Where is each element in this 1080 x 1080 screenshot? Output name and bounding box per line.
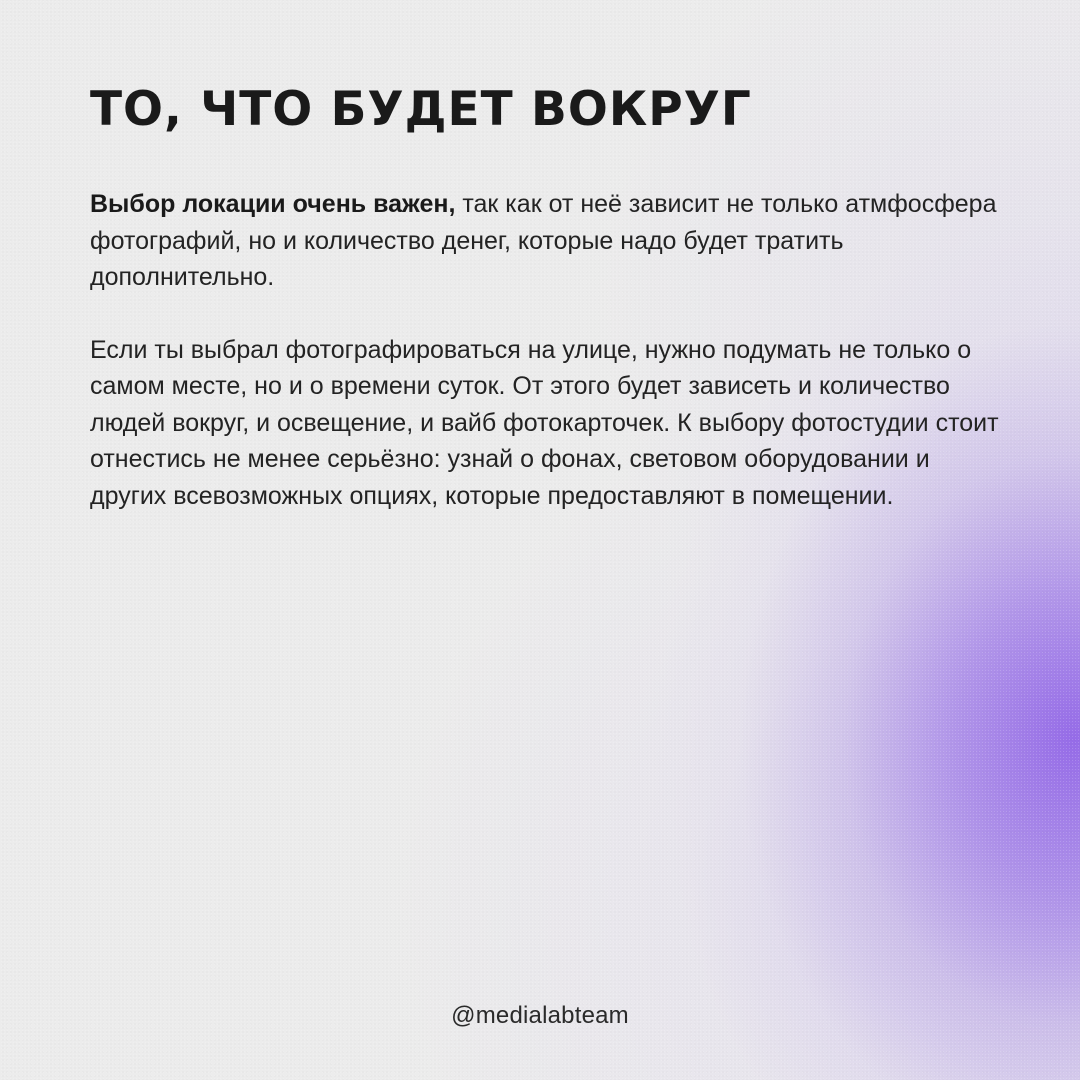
body-text: [90, 186, 1010, 514]
paragraph-lead-rest: так как от неё зависит не только атмфосфера фотографий, но и количество денег, которые надо будет тратить дополнительно.: [90, 190, 997, 291]
paragraph-lead-bold: Выбор локации очень важен,: [90, 190, 456, 218]
paragraph-location: [90, 186, 1010, 296]
page-title: ТО, ЧТО БУДЕТ ВОКРУГ: [90, 82, 752, 137]
account-handle: @medialabteam: [451, 1002, 629, 1029]
paragraph-street-studio: Если ты выбрал фотографироваться на улице, нужно подумать не только о самом месте, но и о времени суток. От этого будет зависеть и количество людей вокруг, и освещение, и вайб фотокарточек. К выбору фотостудии стоит отнестись не менее серьёзно: узнай о фонах, световом оборудовании и других всевозможных опциях, которые предоставляют в помещении.: [90, 335, 999, 510]
